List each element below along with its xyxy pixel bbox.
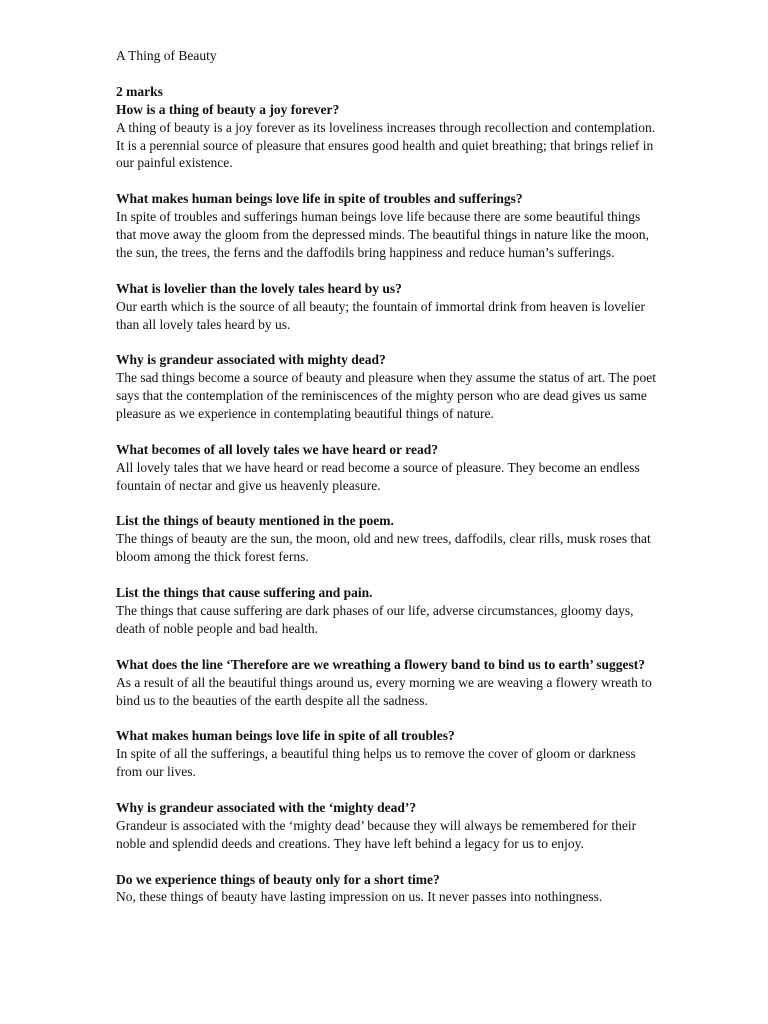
- document-page: [116, 47, 656, 924]
- answer: In spite of all the sufferings, a beautiful thing helps us to remove the cover of gloom or darkness from our lives.: [116, 746, 636, 780]
- qa-item: [116, 512, 656, 566]
- question: How is a thing of beauty a joy forever?: [116, 101, 340, 117]
- answer: No, these things of beauty have lasting impression on us. It never passes into nothingness.: [116, 889, 603, 905]
- question: What becomes of all lovely tales we have heard or read?: [116, 441, 438, 457]
- qa-item: [116, 351, 656, 423]
- qa-item: [116, 871, 656, 907]
- qa-item: [116, 584, 656, 638]
- qa-item: [116, 280, 656, 334]
- question: Why is grandeur associated with the ‘mighty dead’?: [116, 799, 417, 815]
- question: What makes human beings love life in spite of troubles and sufferings?: [116, 191, 523, 207]
- qa-item: [116, 727, 656, 781]
- question: Why is grandeur associated with mighty dead?: [116, 352, 386, 368]
- answer: As a result of all the beautiful things around us, every morning we are weaving a flowery wreath to bind us to the beauties of the earth despite all the sadness.: [116, 674, 652, 708]
- qa-item: [116, 656, 656, 710]
- answer: Our earth which is the source of all beauty; the fountain of immortal drink from heaven is lovelier than all lovely tales heard by us.: [116, 298, 645, 332]
- answer: Grandeur is associated with the ‘mighty dead’ because they will always be remembered for their noble and splendid deeds and creations. They have left behind a legacy for us to enjoy.: [116, 817, 637, 851]
- document-title: A Thing of Beauty: [116, 48, 217, 63]
- answer: A thing of beauty is a joy forever as its loveliness increases through recollection and contemplation. It is a perennial source of pleasure that ensures good health and quiet breathing; that brings relief in our painful existence.: [116, 119, 656, 171]
- qa-item: [116, 441, 656, 495]
- question: What does the line ‘Therefore are we wreathing a flowery band to bind us to earth’ suggest?: [116, 656, 645, 672]
- answer: All lovely tales that we have heard or read become a source of pleasure. They become an endless fountain of nectar and give us heavenly pleasure.: [116, 459, 640, 493]
- qa-item: [116, 799, 656, 853]
- question: List the things that cause suffering and pain.: [116, 585, 373, 601]
- qa-item: [116, 101, 656, 173]
- question: What is lovelier than the lovely tales heard by us?: [116, 280, 402, 296]
- question: Do we experience things of beauty only for a short time?: [116, 871, 440, 887]
- answer: In spite of troubles and sufferings human beings love life because there are some beautiful things that move away the gloom from the depressed minds. The beautiful things in nature like the moon, the sun, the trees, the ferns and the daffodils bring happiness and reduce human’s sufferings.: [116, 209, 649, 260]
- answer: The things that cause suffering are dark phases of our life, adverse circumstances, gloomy days, death of noble people and bad health.: [116, 602, 634, 636]
- answer: The sad things become a source of beauty and pleasure when they assume the status of art. The poet says that the contemplation of the reminiscences of the mighty person who are dead gives us same pleasure as we experience in contemplating beautiful things of nature.: [116, 370, 656, 422]
- question: What makes human beings love life in spite of all troubles?: [116, 728, 455, 744]
- qa-item: [116, 190, 656, 262]
- answer: The things of beauty are the sun, the moon, old and new trees, daffodils, clear rills, musk roses that bloom among the thick forest ferns.: [116, 531, 651, 565]
- question: List the things of beauty mentioned in the poem.: [116, 513, 394, 529]
- marks-heading: 2 marks: [116, 83, 163, 99]
